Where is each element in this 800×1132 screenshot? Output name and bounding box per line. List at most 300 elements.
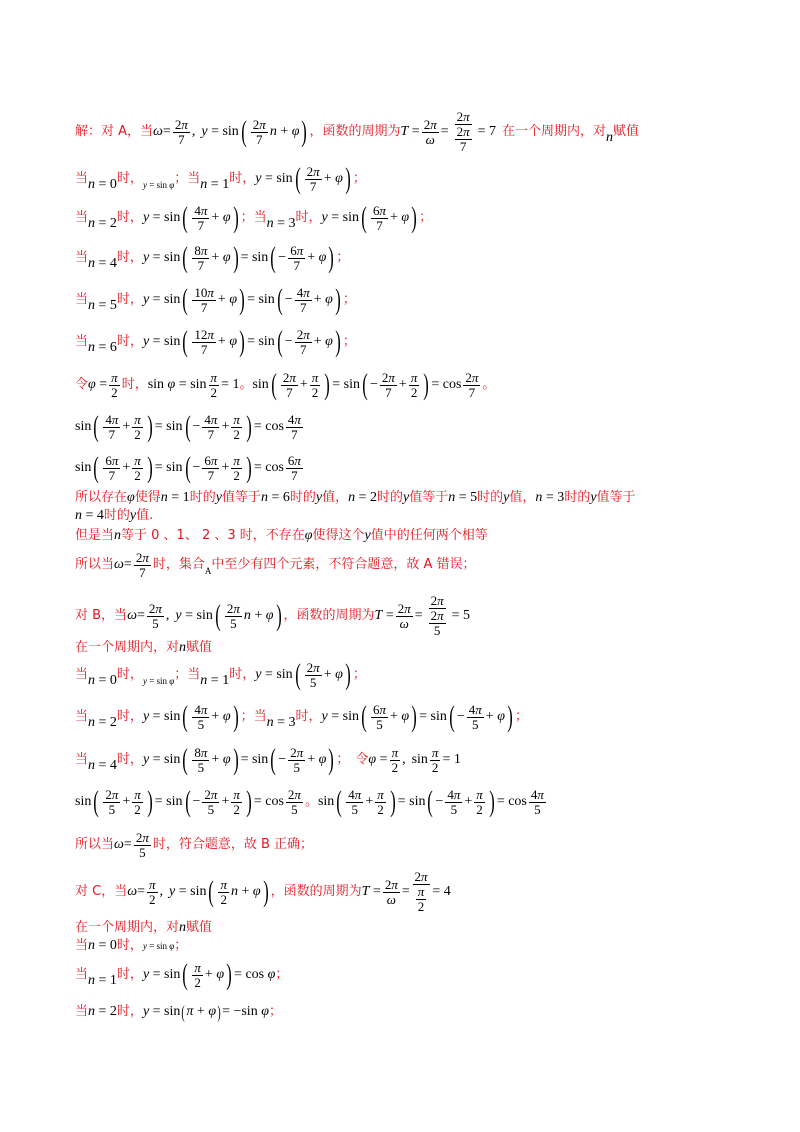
math-text: − xyxy=(284,334,293,349)
chinese-text: 值中的任何两个相等 xyxy=(370,528,488,543)
chinese-text: 时， xyxy=(116,938,143,953)
chinese-text: 时的 xyxy=(189,490,216,505)
math-text: n xyxy=(179,640,187,655)
math-text: + φ xyxy=(211,210,231,225)
math-text: 2 xyxy=(410,384,418,400)
fraction xyxy=(412,870,431,914)
solution-line-so-A xyxy=(75,548,760,582)
math-text: T = xyxy=(374,608,394,623)
math-text: , xyxy=(165,608,170,623)
math-text: π xyxy=(404,600,411,616)
math-text: = −sin φ xyxy=(222,1004,269,1019)
math-text xyxy=(192,961,203,976)
math-text: n xyxy=(88,177,96,192)
math-text: 7 xyxy=(139,564,146,580)
math-text: 7 xyxy=(108,426,116,442)
math-text: π xyxy=(354,786,362,802)
math-text: y = sin xyxy=(142,709,181,724)
math-text: 8π xyxy=(194,242,208,258)
math-text: y = sin xyxy=(321,210,359,225)
chinese-text: 当 xyxy=(75,171,89,186)
math-text: π xyxy=(210,452,218,468)
chinese-text: 在一个周期内，对 xyxy=(75,640,180,655)
math-text: π xyxy=(431,744,439,760)
fraction xyxy=(383,878,400,907)
math-text: T xyxy=(374,608,383,623)
fraction xyxy=(380,371,397,400)
math-text: 2π xyxy=(290,744,304,760)
math-text: y = sin xyxy=(142,292,181,307)
math-text: 5 xyxy=(433,623,441,638)
math-text: 2π xyxy=(226,600,240,616)
math-text: y xyxy=(142,292,150,307)
math-text: n xyxy=(88,973,96,988)
math-text xyxy=(310,371,321,386)
math-text: π xyxy=(111,786,119,802)
chinese-text: 当 xyxy=(253,210,267,225)
math-text: + xyxy=(365,794,374,809)
parenthesis: ) xyxy=(147,451,153,484)
math-text xyxy=(179,640,186,656)
math-text: π xyxy=(200,202,208,218)
chinese-text: 解：对 A，当 xyxy=(75,124,154,139)
parenthesis: ) xyxy=(335,283,341,316)
solution-line-B-n2 xyxy=(75,702,760,732)
math-text: 2π xyxy=(252,116,266,132)
solution-line-C-n2 xyxy=(75,1002,760,1022)
math-text: y = sin xyxy=(142,250,181,265)
math-text: 4π xyxy=(194,701,208,717)
math-text: = cos φ xyxy=(234,967,276,982)
chinese-text: 当 xyxy=(75,938,89,953)
fraction xyxy=(455,125,472,154)
math-text: 7 xyxy=(385,384,392,400)
math-text: n xyxy=(266,216,274,231)
math-text: + xyxy=(398,377,407,392)
math-text: − xyxy=(435,794,444,809)
math-text: ω xyxy=(114,837,124,852)
math-text: 7 xyxy=(468,384,476,400)
math-text: φ xyxy=(216,967,225,982)
math-text: 7 xyxy=(207,467,215,483)
chinese-text: 令 xyxy=(355,752,369,767)
math-text: n = 0 xyxy=(88,673,117,688)
chinese-text: 时， xyxy=(229,667,256,682)
math-text: n xyxy=(88,256,96,271)
math-text: π xyxy=(194,959,201,975)
math-text: y xyxy=(129,508,137,523)
fraction xyxy=(416,885,427,914)
fraction xyxy=(134,551,151,580)
math-text: + xyxy=(221,460,230,475)
math-text: y = sin xyxy=(321,709,359,724)
chinese-text: 所以存在 xyxy=(75,490,128,505)
math-text: φ xyxy=(208,1004,217,1019)
math-text: n xyxy=(75,508,82,523)
math-text xyxy=(127,490,135,506)
math-text xyxy=(218,878,229,893)
solution-line-B xyxy=(75,593,760,638)
chinese-text: 当 xyxy=(75,967,89,982)
math-text: n = 2 xyxy=(348,490,377,505)
math-text: π xyxy=(463,109,470,124)
math-text: y = sin xyxy=(201,124,239,139)
math-text: + xyxy=(299,377,308,392)
math-text: = 5 xyxy=(451,608,471,623)
math-text: + φ xyxy=(307,250,327,265)
math-text: n xyxy=(179,920,187,935)
parenthesis: ) xyxy=(232,201,239,234)
math-text: y = sin xyxy=(255,667,293,682)
math-text: 4π xyxy=(105,411,119,427)
math-text: π xyxy=(453,786,461,802)
chinese-text: 时， xyxy=(295,709,322,724)
math-text: 2π xyxy=(381,369,395,385)
math-text: π xyxy=(200,744,208,760)
math-text: ω xyxy=(425,131,435,147)
chinese-text: 值， xyxy=(322,490,349,505)
chinese-text: ； xyxy=(419,210,433,225)
math-text: 2 xyxy=(391,759,399,775)
parenthesis: ( xyxy=(336,785,343,818)
chinese-text: 时， xyxy=(121,377,148,392)
math-text: n xyxy=(88,340,96,355)
math-text: n xyxy=(535,490,543,505)
math-text: 2π xyxy=(135,829,149,845)
parenthesis: ( xyxy=(208,875,215,908)
chinese-text: 使得 xyxy=(134,490,161,505)
math-text: φ = xyxy=(368,752,388,767)
fraction xyxy=(192,286,216,315)
fraction xyxy=(467,703,484,732)
math-text: π xyxy=(475,701,482,717)
math-text: 4π xyxy=(204,411,218,427)
chinese-text: 当 xyxy=(75,1004,89,1019)
math-text: π xyxy=(421,869,428,884)
chinese-text: 当 xyxy=(75,210,89,225)
math-text xyxy=(398,617,411,631)
fraction xyxy=(132,788,143,817)
math-text: y xyxy=(364,528,371,543)
math-text: n xyxy=(260,490,268,505)
math-text: − xyxy=(369,377,378,392)
math-text: + φ xyxy=(323,667,343,682)
chinese-text: ，函数的周期为 xyxy=(309,124,401,139)
chinese-text: 当 xyxy=(75,709,89,724)
math-text: φ xyxy=(229,334,238,349)
math-text: 7 xyxy=(299,299,307,315)
chinese-text: ； xyxy=(174,938,188,953)
math-text: n = 3 xyxy=(266,216,296,231)
math-text: = 1 xyxy=(442,752,461,767)
fraction xyxy=(225,602,242,631)
chinese-text: ； xyxy=(174,171,188,186)
math-text: n xyxy=(160,490,168,505)
chinese-text: 时， xyxy=(116,667,143,682)
fraction xyxy=(192,703,209,732)
math-text: y xyxy=(169,884,176,899)
math-text: + φ xyxy=(211,752,231,767)
math-text: 2π xyxy=(430,593,444,608)
math-text: 2π xyxy=(456,124,470,139)
solution-line-n4 xyxy=(75,243,760,273)
math-text: n = 4 xyxy=(88,256,117,271)
fraction xyxy=(371,204,388,233)
math-text: n = 1 xyxy=(160,490,190,505)
math-text: n xyxy=(200,673,208,688)
math-text: φ xyxy=(261,1004,269,1019)
math-text: π xyxy=(391,876,398,892)
math-text: φ xyxy=(401,709,410,724)
chinese-text: 时， xyxy=(116,709,143,724)
math-text: 5 xyxy=(472,716,479,732)
parenthesis: ( xyxy=(93,410,100,443)
math-text: π xyxy=(181,116,188,132)
math-text: n xyxy=(88,758,96,773)
math-text: π xyxy=(220,876,227,892)
math-text: n + φ xyxy=(269,124,300,139)
solution-line-C-n0 xyxy=(75,938,760,954)
chinese-text: ； xyxy=(342,292,356,307)
math-text: φ xyxy=(88,377,96,392)
solution-line-sin4 xyxy=(75,412,760,442)
chinese-text: 当 xyxy=(75,752,89,767)
math-text: 2π xyxy=(414,869,428,884)
fraction xyxy=(430,746,441,775)
fraction xyxy=(202,788,219,817)
fraction xyxy=(474,788,485,817)
parenthesis: ( xyxy=(184,410,191,443)
fraction xyxy=(346,788,363,817)
math-text: 6π xyxy=(105,452,119,468)
chinese-text: ； xyxy=(514,709,528,724)
math-text: 2π xyxy=(148,600,162,616)
math-text: + φ xyxy=(313,292,333,307)
math-text: − xyxy=(456,709,465,724)
chinese-text: 当 xyxy=(187,171,201,186)
math-text: y xyxy=(255,171,262,186)
math-text xyxy=(424,133,437,147)
math-text: = sin xyxy=(240,752,269,767)
math-text: π xyxy=(463,124,470,139)
math-text: + φ xyxy=(217,334,238,349)
parenthesis: ) xyxy=(239,283,245,316)
fraction xyxy=(396,602,413,631)
math-text: π xyxy=(410,369,418,385)
solution-line-so-B xyxy=(75,830,760,860)
math-text: 2 xyxy=(134,426,141,442)
math-text: 5 xyxy=(197,716,205,732)
fraction xyxy=(132,454,143,483)
solution-line-B-cos xyxy=(75,787,760,817)
math-text: n xyxy=(231,884,238,899)
math-text: − xyxy=(284,292,293,307)
fraction xyxy=(103,788,120,817)
math-text: ω= xyxy=(114,557,132,572)
math-text: y xyxy=(142,250,150,265)
math-text: = cos xyxy=(496,794,527,809)
math-text: 2π xyxy=(430,608,444,623)
math-text: y = sin φ xyxy=(142,676,175,686)
fraction xyxy=(422,118,439,147)
solution-line-n6 xyxy=(75,327,760,357)
math-text: n = 5 xyxy=(88,298,117,313)
math-text: 2π xyxy=(397,600,411,616)
math-text: n = 5 xyxy=(448,490,478,505)
math-text: y xyxy=(321,709,328,724)
math-text: n = 1 xyxy=(200,673,230,688)
math-text: , xyxy=(191,124,196,139)
chinese-text: 时， xyxy=(295,210,322,225)
chinese-text: 值， xyxy=(509,490,536,505)
math-text: 7 xyxy=(376,217,383,233)
math-text: 7 xyxy=(256,131,263,147)
math-text: n = 6 xyxy=(88,340,117,355)
math-text xyxy=(425,609,450,638)
chinese-text: 时， xyxy=(116,210,143,225)
math-text xyxy=(132,788,143,803)
parenthesis: ) xyxy=(246,410,252,443)
chinese-text: 等于 0 、1、 2 、3 时，不存在 xyxy=(121,528,305,543)
math-text: π xyxy=(476,786,483,802)
parenthesis: ) xyxy=(411,700,417,733)
parenthesis: ) xyxy=(232,700,239,733)
math-text: 5 xyxy=(197,759,205,775)
chinese-text: 时， xyxy=(116,967,143,982)
math-text: = cos xyxy=(253,460,284,475)
parenthesis: ( xyxy=(93,451,100,484)
math-text: n = 1 xyxy=(200,177,230,192)
parenthesis: ) xyxy=(246,451,252,484)
math-text: 2 xyxy=(220,891,227,907)
math-text: y xyxy=(215,490,222,505)
math-text: 5 xyxy=(351,801,359,817)
math-text: π xyxy=(233,452,240,468)
math-text: π xyxy=(417,884,425,899)
parenthesis: ) xyxy=(246,785,252,818)
math-text: ω xyxy=(127,884,138,899)
math-text: n xyxy=(348,490,356,505)
fraction xyxy=(310,371,321,400)
math-text: π xyxy=(294,452,301,468)
parenthesis: ) xyxy=(335,325,341,358)
chinese-text: 在一个周期内，对 xyxy=(75,920,180,935)
chinese-text: ； xyxy=(336,752,350,767)
math-text: n = 6 xyxy=(260,490,290,505)
math-text: − xyxy=(278,250,287,265)
fraction xyxy=(192,328,216,357)
math-text xyxy=(451,125,476,154)
math-text: π xyxy=(391,744,399,760)
math-text xyxy=(416,885,427,900)
math-text: π xyxy=(111,369,118,385)
chinese-text: 。 xyxy=(239,377,253,392)
fraction xyxy=(147,602,164,631)
chinese-text: 当 xyxy=(75,334,89,349)
math-text: 2π xyxy=(306,163,320,179)
fraction xyxy=(202,413,219,442)
math-text xyxy=(385,893,398,907)
math-text: y = sin φ xyxy=(142,180,175,190)
chinese-text: 当 xyxy=(187,667,201,682)
chinese-text: ； xyxy=(275,967,289,982)
math-text: n = 0 xyxy=(88,177,117,192)
fraction xyxy=(305,661,322,690)
chinese-text: 所以当 xyxy=(75,557,115,572)
parenthesis: ( xyxy=(215,599,221,632)
math-text: 4π xyxy=(194,202,208,218)
parenthesis: ) xyxy=(423,368,430,401)
math-text: + φ xyxy=(307,752,327,767)
math-text: = 1 xyxy=(221,377,240,392)
chinese-text: ； xyxy=(174,667,188,682)
math-text: − xyxy=(192,460,201,475)
chinese-text: 所以当 xyxy=(75,837,115,852)
math-text: 7 xyxy=(286,384,293,400)
math-text: 2π xyxy=(423,116,437,132)
math-text: n xyxy=(88,298,96,313)
math-text: + xyxy=(122,419,131,434)
math-text: π xyxy=(471,369,479,385)
fraction xyxy=(192,204,209,233)
fraction xyxy=(390,746,401,775)
chinese-text: ； xyxy=(342,334,356,349)
math-text: n = 3 xyxy=(266,715,296,730)
chinese-text: ； xyxy=(336,250,350,265)
math-text xyxy=(132,454,143,469)
math-text: sin xyxy=(252,377,269,392)
math-text: = sin xyxy=(397,794,426,809)
math-text: π xyxy=(303,326,310,342)
math-text: n = 4 xyxy=(88,758,117,773)
math-text: T = xyxy=(400,124,420,139)
math-text: y = sin xyxy=(142,210,181,225)
math-text: φ xyxy=(304,528,313,543)
parenthesis: ( xyxy=(182,283,189,316)
math-text: n xyxy=(88,1004,96,1019)
solution-line-B-n4 xyxy=(75,745,760,775)
math-text: y xyxy=(142,180,147,190)
math-text: sin xyxy=(75,460,92,475)
parenthesis: ) xyxy=(275,599,282,632)
math-text: = xyxy=(401,884,410,899)
math-text: φ xyxy=(401,210,410,225)
chinese-text: 对 C，当 xyxy=(75,884,128,899)
fraction xyxy=(445,788,462,817)
chinese-text: 时， xyxy=(116,292,143,307)
math-text: 7 xyxy=(108,467,116,483)
chinese-text: 时的 xyxy=(377,490,404,505)
parenthesis: ( xyxy=(361,201,367,234)
math-text: φ xyxy=(335,667,343,682)
math-text: φ xyxy=(169,180,175,190)
fraction xyxy=(132,413,143,442)
fraction xyxy=(463,371,480,400)
math-text: 2π xyxy=(384,876,398,892)
math-text: 2 xyxy=(134,467,141,483)
parenthesis: ) xyxy=(147,785,153,818)
math-text: π xyxy=(388,369,395,385)
math-text: + φ xyxy=(389,709,410,724)
math-text xyxy=(375,788,386,803)
math-text: π xyxy=(313,659,320,675)
fraction xyxy=(147,878,158,907)
math-text: 7 xyxy=(200,299,208,315)
math-text: 5 xyxy=(291,801,298,817)
fraction xyxy=(451,110,476,154)
parenthesis: ) xyxy=(411,201,417,234)
math-text: 2 xyxy=(233,467,240,483)
